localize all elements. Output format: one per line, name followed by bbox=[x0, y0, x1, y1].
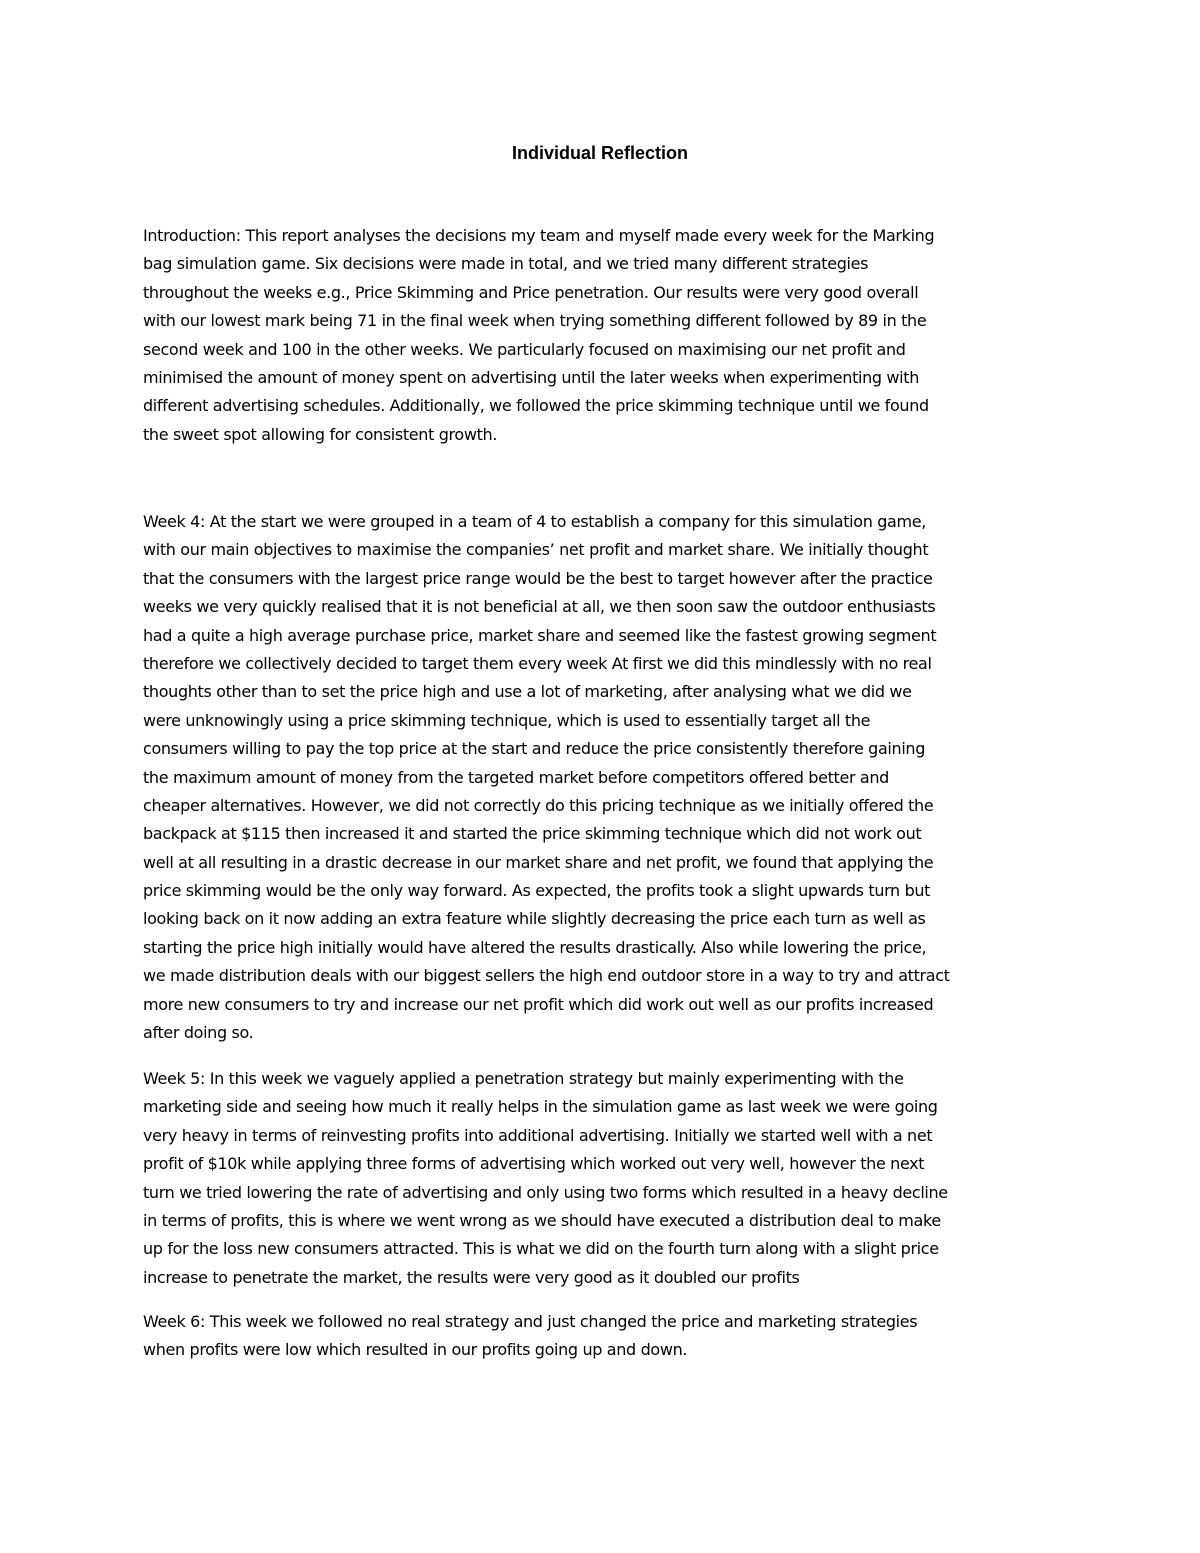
text-line: more new consumers to try and increase our net profit which did work out well as our profits increased bbox=[143, 994, 934, 1014]
text-line: starting the price high initially would have altered the results drastically. Also while lowering the price, bbox=[143, 937, 927, 957]
text-line: bag simulation game. Six decisions were made in total, and we tried many different strategies bbox=[143, 254, 869, 274]
text-line: Week 4: At the start we were grouped in a team of 4 to establish a company for this simulation game, bbox=[143, 512, 926, 531]
paragraph-week-4 bbox=[143, 508, 1059, 1047]
text-line: different advertising schedules. Additionally, we followed the price skimming technique until we found bbox=[143, 396, 929, 416]
text-line: had a quite a high average purchase price, market share and seemed like the fastest growing segment bbox=[143, 625, 937, 645]
paragraph-week-6 bbox=[143, 1308, 1059, 1365]
text-line: in terms of profits, this is where we went wrong as we should have executed a distribution deal to make bbox=[143, 1210, 941, 1230]
text-line: after doing so. bbox=[143, 1023, 254, 1043]
text-line: looking back on it now adding an extra feature while slightly decreasing the price each turn as well as bbox=[143, 909, 926, 929]
text-line: well at all resulting in a drastic decrease in our market share and net profit, we found that applying the bbox=[143, 852, 934, 872]
text-line: with our lowest mark being 71 in the final week when trying something different followed by 89 in the bbox=[143, 311, 927, 331]
text-line: profit of $10k while applying three forms of advertising which worked out very well, however the next bbox=[143, 1154, 925, 1174]
text-line: very heavy in terms of reinvesting profits into additional advertising. Initially we started well with a net bbox=[143, 1125, 933, 1145]
text-line: second week and 100 in the other weeks. We particularly focused on maximising our net profit and bbox=[143, 339, 906, 359]
text-line: turn we tried lowering the rate of advertising and only using two forms which resulted in a heavy decline bbox=[143, 1182, 948, 1202]
text-line: Introduction: This report analyses the decisions my team and myself made every week for the Marking bbox=[143, 226, 935, 245]
text-line: Week 6: This week we followed no real strategy and just changed the price and marketing strategies bbox=[143, 1312, 918, 1331]
paragraph-introduction bbox=[143, 222, 1059, 449]
text-line: we made distribution deals with our biggest sellers the high end outdoor store in a way to try and attract bbox=[143, 966, 950, 986]
text-line: minimised the amount of money spent on advertising until the later weeks when experimenting with bbox=[143, 367, 919, 387]
text-line: were unknowingly using a price skimming technique, which is used to essentially target all the bbox=[143, 710, 871, 730]
text-line: the sweet spot allowing for consistent growth. bbox=[143, 424, 498, 444]
text-line: thoughts other than to set the price high and use a lot of marketing, after analysing what we did we bbox=[143, 682, 912, 702]
text-line: marketing side and seeing how much it really helps in the simulation game as last week we were going bbox=[143, 1097, 938, 1117]
text-line: when profits were low which resulted in our profits going up and down. bbox=[143, 1340, 688, 1360]
text-line: the maximum amount of money from the targeted market before competitors offered better and bbox=[143, 767, 889, 787]
text-line: price skimming would be the only way forward. As expected, the profits took a slight upwards turn but bbox=[143, 881, 931, 901]
text-line: throughout the weeks e.g., Price Skimming and Price penetration. Our results were very good overall bbox=[143, 282, 919, 302]
text-line: weeks we very quickly realised that it is not beneficial at all, we then soon saw the outdoor enthusiasts bbox=[143, 597, 936, 617]
text-line: cheaper alternatives. However, we did not correctly do this pricing technique as we initially offered the bbox=[143, 795, 934, 815]
text-line: Week 5: In this week we vaguely applied a penetration strategy but mainly experimenting with the bbox=[143, 1069, 904, 1088]
text-line: increase to penetrate the market, the results were very good as it doubled our profits bbox=[143, 1267, 800, 1287]
text-line: with our main objectives to maximise the companies’ net profit and market share. We initially thought bbox=[143, 540, 929, 560]
text-line: consumers willing to pay the top price at the start and reduce the price consistently therefore gaining bbox=[143, 739, 926, 759]
text-line: up for the loss new consumers attracted. This is what we did on the fourth turn along with a slight price bbox=[143, 1239, 939, 1259]
text-line: therefore we collectively decided to target them every week At first we did this mindlessly with no real bbox=[143, 653, 932, 673]
document-title: Individual Reflection bbox=[511, 143, 689, 163]
paragraph-week-5 bbox=[143, 1065, 1059, 1292]
text-line: backpack at $115 then increased it and started the price skimming technique which did not work out bbox=[143, 824, 922, 844]
text-line: that the consumers with the largest price range would be the best to target however after the practice bbox=[143, 568, 933, 588]
